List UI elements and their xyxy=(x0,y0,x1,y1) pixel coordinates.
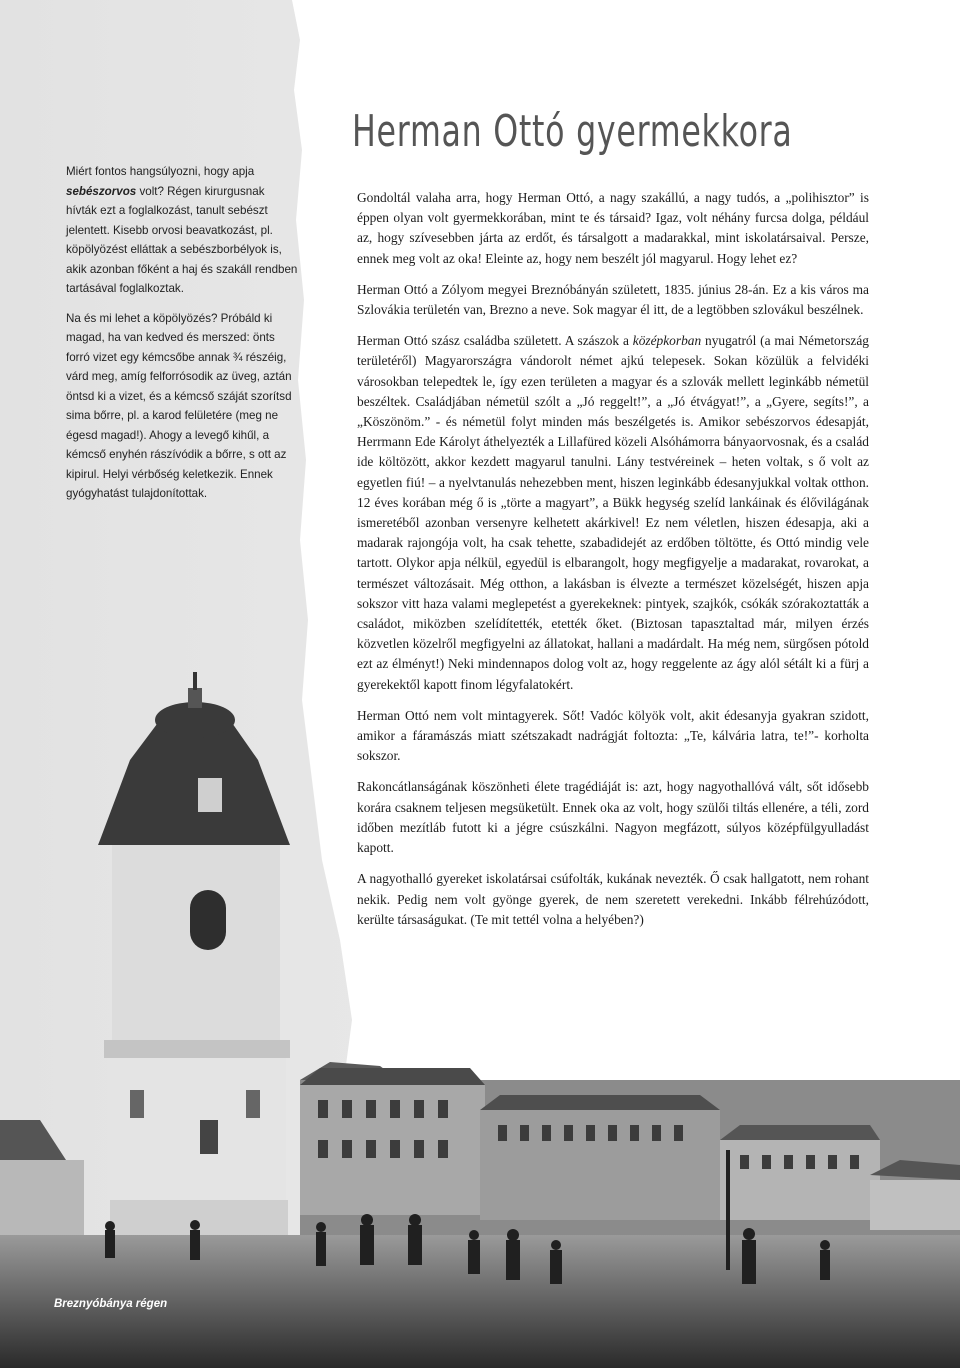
sidebar-emphasis: sebészorvos xyxy=(66,184,137,198)
main-text xyxy=(357,188,869,941)
photo-caption: Breznyóbánya régen xyxy=(54,1298,168,1310)
main-paragraph-2: Herman Ottó a Zólyom megyei Breznóbányán született, 1835. június 28-án. Ez a kis város ma Szlovákia területén van, Brezno a neve. Sok magyar él itt, de a legtöbben szlovákul beszélnek. xyxy=(357,281,869,318)
main-paragraph-1: Gondoltál valaha arra, hogy Herman Ottó, a nagy szakállú, a nagy tudós, a „polihisztor” is éppen olyan volt gyermekkorában, mint te és társaid? Igaz, volt néhány furcsa dolga, például az, hogy szívesebben járta az erdőt, és társalgott a madarakkal, mint iskolatársaival. Persze, ennek meg volt az oka! Eleinte az, hogy nem beszélt jól magyarul. Hogy lehet ez? xyxy=(357,190,869,266)
main-paragraph-5: Rakoncátlanságának köszönheti élete tragédiáját is: azt, hogy nagyothallóvá vált, sőt idősebb korára csaknem teljesen megsüketült. Ennek oka az volt, hogy szülői tiltás ellenére, a téli, zord időben mezítláb futott ki a jégre csúszkálni. Nagyon megfázott, súlyos középfülgyulladást kapott. xyxy=(357,779,869,856)
main-paragraph-3: Herman Ottó szász családba született. A szászok a középkorban nyugatról (a mai Németország területéről) Magyarországra vándorolt német ajkú telepesek. Sokan közülük a felvidéki városokban telepedtek le, így ezen területen a magyar és a szlovák mellett leginkább németül beszéltek. Családjában németül szólt a „Jó reggelt!”, a „Jó étvágyat!”, a „Gyere, segíts!”, a „Köszönöm.” - és németül folyt minden más beszélgetés is. Amikor sebészorvos édesapját, Herrmann Ede Károlyt áthelyezték a Lillafüred közeli Alsóhámorra bányaorvosnak, és a család ide költözött, akkor kezdett magyarul tanulni. Lány testvéreinek – heten voltak, s ő volt az egyetlen fiú! – a nyelvtanulás nehezebben ment, hiszen leginkább édesanyjukkal voltak otthon. 12 éves korában még ő is „törte a magyart”, a Bükk hegység szelíd lankáinak és élővilágának ismeretéből azonban versenyre kelhetett akárkivel! Ez nem véletlen, hiszen édesapja, aki a madarak rajongója volt, ha csak tehette, szabadidejét az erdőben töltötte, és Ottó mindig vele tartott. Olykor apja nélkül, egyedül is elbarangolt, hogy megfigyelje a madarakat, rovarokat, a természet változásait. Még otthon, a lakásban is élvezte a természet közelségét, hiszen apja sokszor vitt haza valami meglepetést a gyerekeknek: pintyek, szajkók, csókák szórakoztatták a családot, miközben szelídítették, etették őket. (Biztosan tapasztaltad már, milyen érzés közvetlen közelről megfigyelni az állatokat, hallani a madárdalt. Ha még nem, sürgősen pótold ezt az élményt!) Neki mindennapos dolog volt az, hogy reggelente az ágy alól sétált ki a fürj a gyerekektől kapott finom légyfalatokért. xyxy=(357,333,869,692)
page-title: Herman Ottó gyermekkora xyxy=(352,106,793,157)
main-emphasis: középkorban xyxy=(632,333,702,349)
sidebar-note xyxy=(66,162,298,514)
sidebar-paragraph-2: Na és mi lehet a köpölyözés? Próbáld ki magad, ha van kedved és merszed: önts forró vizet egy kémcsőbe annak ¾ részéig, várd meg, amíg felforrósodik az üveg, aztán öntsd ki a vizet, és a kémcső száját szorítsd sima bőrre, pl. a karod felületére (meg ne égesd magad!). Ahogy a levegő kihűl, a kémcső enyhén rászívódik a bőrre, s ott az kipirul. Helyi vérbőség keletkezik. Ennek gyógyhatást tulajdonítottak. xyxy=(66,311,292,500)
main-paragraph-4: Herman Ottó nem volt mintagyerek. Sőt! Vadóc kölyök volt, akit édesanyja gyakran szidott, amikor a fáramászás miatt szétszakadt nadrágját foltozta: „Te, kálvária latra, te!”- korholta sokszor. xyxy=(357,707,869,764)
main-paragraph-6: A nagyothalló gyereket iskolatársai csúfolták, kukának nevezték. Ő csak hallgatott, nem rohant nekik. Pedig nem volt gyönge gyerek, de nem szeretett verekedni. Inkább félrehúzódott, kerülte társaságukat. (Te mit tettél volna a helyében?) xyxy=(357,871,869,927)
sidebar-paragraph-1: Miért fontos hangsúlyozni, hogy apja sebészorvos volt? Régen kirurgusnak hívták ezt a foglalkozást, tanult sebészt jelentett. Kisebb orvosi beavatkozást, pl. köpölyözést elláttak a sebészborbélyok is, akik azonban főként a haj és szakáll rendben tartásával foglalkoztak. xyxy=(66,165,298,295)
